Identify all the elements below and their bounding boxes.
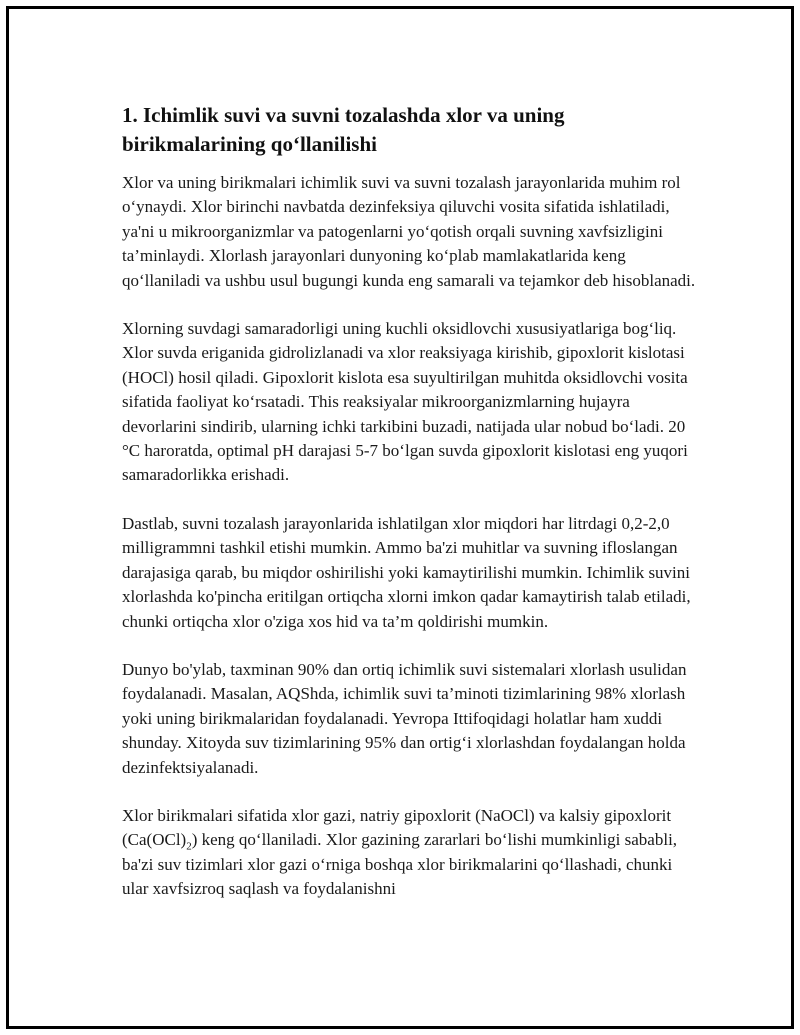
subscript-2: 2 [186,840,192,853]
section-heading: 1. Ichimlik suvi va suvni tozalashda xlor va uning birikmalarining qo‘llanilishi [122,103,565,156]
paragraph-oxidizing-properties: Xlorning suvdagi samaradorligi uning kuchli oksidlovchi xususiyatlariga bog‘liq. Xlor suvda eriganida gidrolizlanadi va xlor reaksiyaga kirishib, gipoxlorit kislotasi (HOCl) hosil qiladi. Gipoxlorit kislota esa suyultirilgan muhitda oksidlovchi vosita sifatida faoliyat ko‘rsatadi. This reaksiyalar mikroorganizmlarning hujayra devorlarini sindirib, ularning ichki tarkibini buzadi, natijada ular nobud bo‘ladi. 20 °C haroratda, optimal pH darajasi 5-7 bo‘lgan suvda gipoxlorit kislotasi eng yuqori samaradorlikka erishadi. [122,319,688,485]
paragraph-intro: Xlor va uning birikmalari ichimlik suvi va suvni tozalash jarayonlarida muhim rol o‘ynaydi. Xlor birinchi navbatda dezinfeksiya qiluvchi vosita sifatida ishlatiladi, ya'ni u mikroorganizmlar va patogenlarni yo‘qotish orqali suvning xavfsizligini ta’minlaydi. Xlorlash jarayonlari dunyoning ko‘plab mamlakatlarida keng qo‘llaniladi va ushbu usul bugungi kunda eng samarali va tejamkor deb hisoblanadi. [122,173,696,290]
document-body [122,101,697,926]
page-frame [6,6,794,1029]
paragraph-text-part: ) keng qo‘llaniladi. Xlor gazining zararlari bo‘lishi mumkinligi sababli, ba'zi suv tizimlari xlor gazi o‘rniga boshqa xlor birikmalarini qo‘llashadi, chunki ular xavfsizroq saqlash va foydalanishni [122,830,678,899]
paragraph-chlorine-dosage: Dastlab, suvni tozalash jarayonlarida ishlatilgan xlor miqdori har litrdagi 0,2-2,0 milligrammni tashkil etishi mumkin. Ammo ba'zi muhitlar va suvning ifloslangan darajasiga qarab, bu miqdor oshirilishi yoki kamaytirilishi mumkin. Ichimlik suvini xlorlashda ko'pincha eritilgan ortiqcha xlorni imkon qadar kamaytirish talab etiladi, chunki ortiqcha xlor o'ziga xos hid va ta’m qoldirishi mumkin. [122,513,691,631]
paragraph-text-part: Xlor birikmalari sifatida xlor gazi, natriy gipoxlorit (NaOCl) va kalsiy gipoxlorit (Ca(OCl) [122,805,672,850]
paragraph-chlorine-compounds [122,804,697,902]
paragraph-global-usage: Dunyo bo'ylab, taxminan 90% dan ortiq ichimlik suvi sistemalari xlorlash usulidan foydalanadi. Masalan, AQShda, ichimlik suvi ta’minoti tizimlarining 98% xlorlash yoki uning birikmalaridan foydalanadi. Yevropa Ittifoqidagi holatlar ham xuddi shunday. Xitoyda suv tizimlarining 95% dan ortig‘i xlorlashdan foydalangan holda dezinfektsiyalanadi. [122,659,687,777]
